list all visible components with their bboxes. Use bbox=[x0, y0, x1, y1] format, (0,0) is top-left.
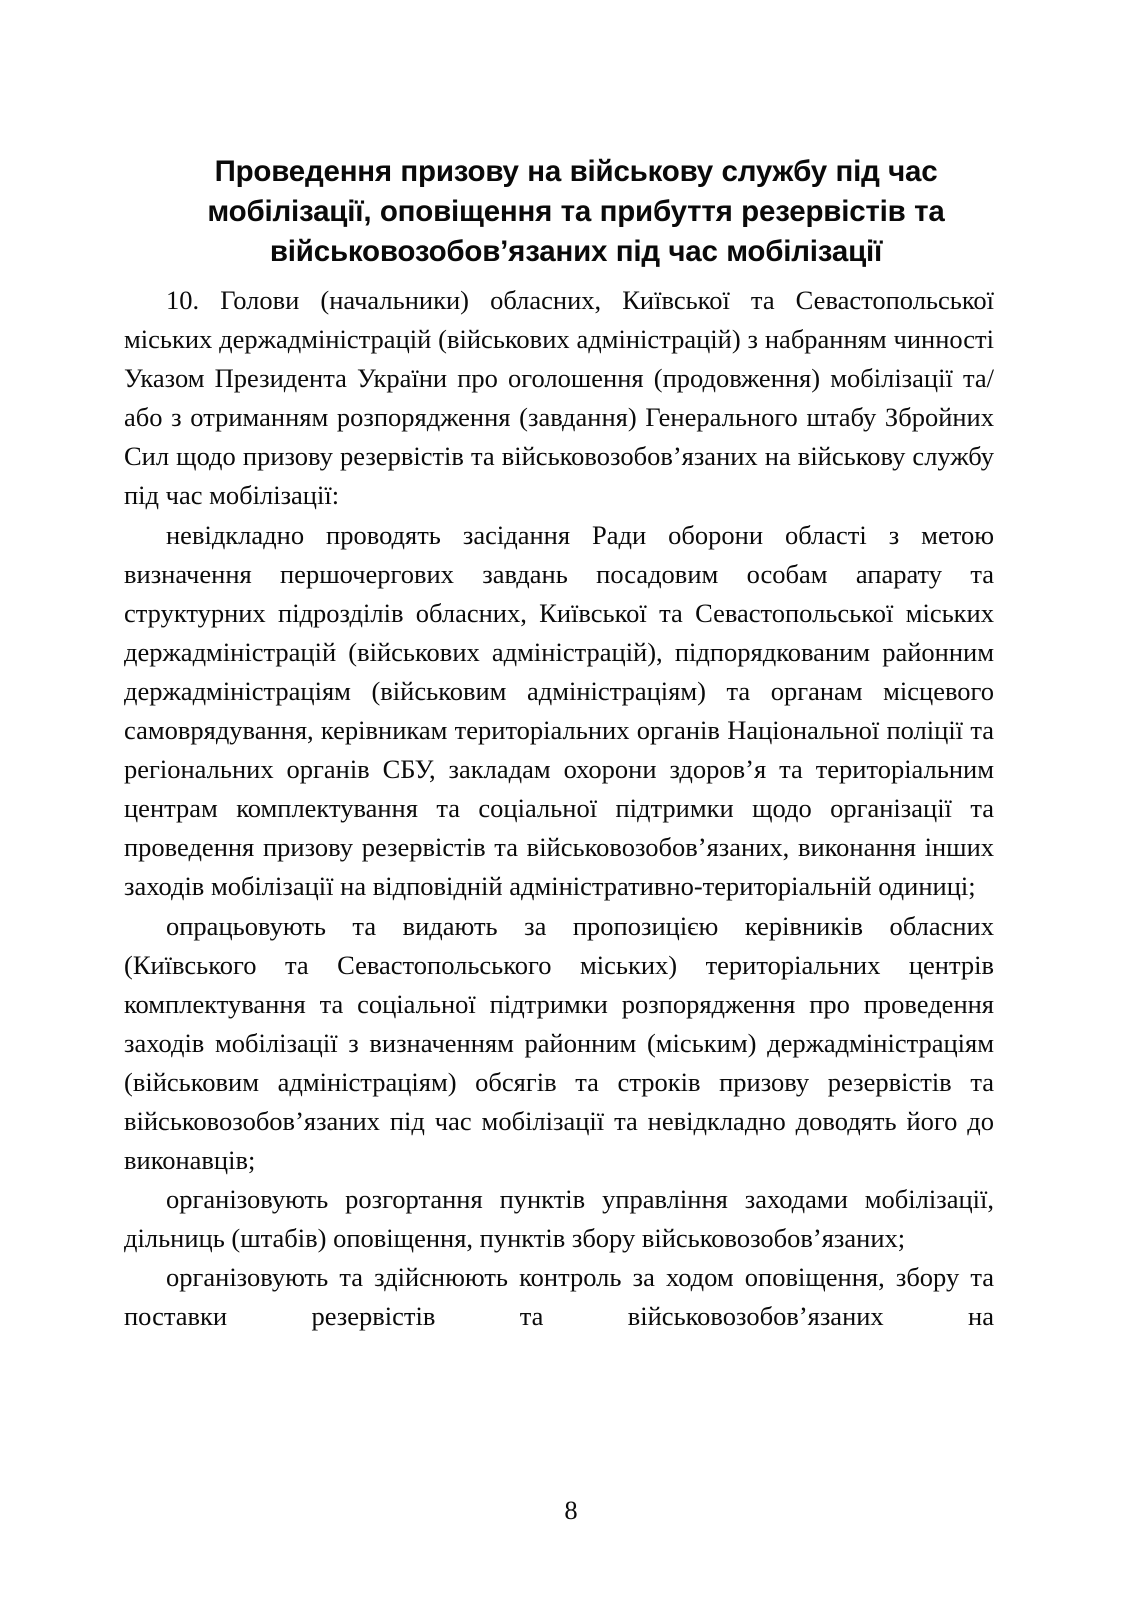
document-body bbox=[124, 281, 994, 1337]
paragraph-2: невідкладно проводять засідання Ради оборони області з метою визначення першочергових завдань посадовим особам апарату та структурних підрозділів обласних, Київської та Севастопольської міських держадміністрацій (військових адміністрацій), підпорядкованим районним держадміністраціям (військовим адміністраціям) та органам місцевого самоврядування, керівникам територіальних органів Національної поліції та регіональних органів СБУ, закладам охорони здоров’я та територіальним центрам комплектування та соціальної підтримки щодо організації та проведення призову резервістів та військовозобов’язаних, виконання інших заходів мобілізації на відповідній адміністративно-територіальній одиниці; bbox=[124, 519, 994, 902]
page-number: 8 bbox=[564, 1495, 578, 1525]
paragraph-5: організовують та здійснюють контроль за ходом оповіщення, збору та поставки резервістів та військовозобов’язаних на bbox=[124, 1262, 994, 1332]
paragraph-4: організовують розгортання пунктів управління заходами мобілізації, дільниць (штабів) оповіщення, пунктів збору військовозобов’язаних; bbox=[124, 1184, 994, 1254]
page-title: Проведення призову на військову службу під час мобілізації, оповіщення та прибуття резервістів та військовозобов’язаних під час мобілізації bbox=[207, 154, 945, 268]
paragraph-1: 10. Голови (начальники) обласних, Київської та Севастопольської міських держадміністрацій (військових адміністрацій) з набранням чинності Указом Президента України про оголошення (продовження) мобілізації та/або з отриманням розпорядження (завдання) Генерального штабу Збройних Сил щодо призову резервістів та військовозобов’язаних на військову службу під час мобілізації: bbox=[124, 285, 994, 511]
paragraph-3: опрацьовують та видають за пропозицією керівників обласних (Київського та Севастопольського міських) територіальних центрів комплектування та соціальної підтримки розпорядження про проведення заходів мобілізації з визначенням районним (міським) держадміністраціям (військовим адміністраціям) обсягів та строків призову резервістів та військовозобов’язаних під час мобілізації та невідкладно доводять його до виконавців; bbox=[124, 910, 994, 1176]
